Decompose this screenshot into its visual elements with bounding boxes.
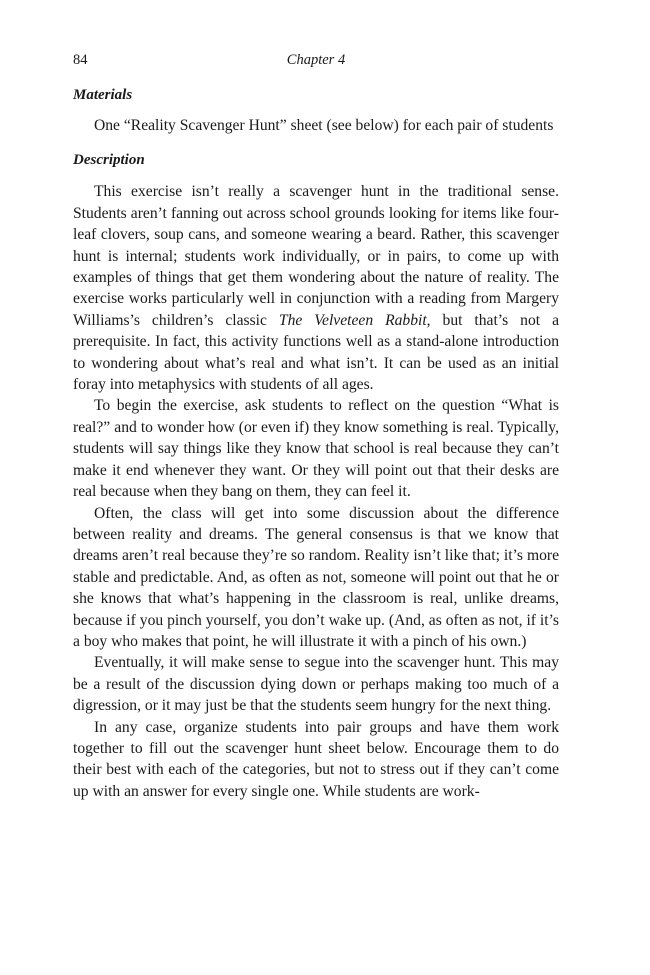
page-number: 84: [73, 52, 88, 68]
description-paragraph-5: In any case, organize students into pair groups and have them work together to fill out the scavenger hunt sheet below. Encourage them to do their best with each of the categories, but not to stress out if they can’t come up with an answer for every single one. While students are work-: [73, 718, 559, 800]
description-heading: Description: [73, 152, 145, 169]
paragraph-1-text-end: , but that’s not a prerequisite. In fact, this activity functions well as a stand-alone introduction to wondering about what’s real and what isn’t. It can be used as an initial foray into metaphysics with students of all ages.: [73, 311, 559, 394]
materials-heading: Materials: [73, 87, 133, 103]
book-page: [73, 50, 559, 802]
paragraph-1-text-start: This exercise isn’t really a scavenger hunt in the traditional sense. Students aren’t fanning out across school grounds looking for items like four-leaf clovers, soup cans, and someone wearing a beard. Rather, this scavenger hunt is internal; students work individually, or in pairs, to come up with examples of things that get them wondering about the nature of reality. The exercise works particularly well in conjunction with a reading from Margery Williams’s children’s classic: [73, 183, 559, 329]
materials-paragraph: One “Reality Scavenger Hunt” sheet (see below) for each pair of students: [94, 117, 554, 134]
chapter-title: Chapter 4: [286, 52, 346, 68]
book-title: The Velveteen Rabbit: [278, 311, 427, 329]
description-paragraph-1: [73, 181, 559, 395]
running-header: [73, 50, 559, 70]
description-paragraph-2: To begin the exercise, ask students to reflect on the question “What is real?” and to wonder how (or even if) they know something is real. Typically, students will say things like they know that school is real because they can’t make it end whenever they want. Or they will point out that their desks are real because when they bang on them, they can feel it.: [73, 397, 559, 501]
description-paragraph-3: Often, the class will get into some discussion about the difference between reality and dreams. The general consensus is that we know that dreams aren’t real because they’re so random. Reality isn’t like that; it’s more stable and predictable. And, as often as not, someone will point out that he or she knows that what’s happening in the classroom is real, unlike dreams, because if you pinch yourself, you don’t wake up. (And, as often as not, if it’s a boy who makes that point, he will illustrate it with a pinch of his own.): [73, 504, 559, 650]
description-paragraph-4: Eventually, it will make sense to segue into the scavenger hunt. This may be a result of the discussion dying down or perhaps making too much of a digression, or it may just be that the students seem hungry for the next thing.: [73, 654, 559, 715]
